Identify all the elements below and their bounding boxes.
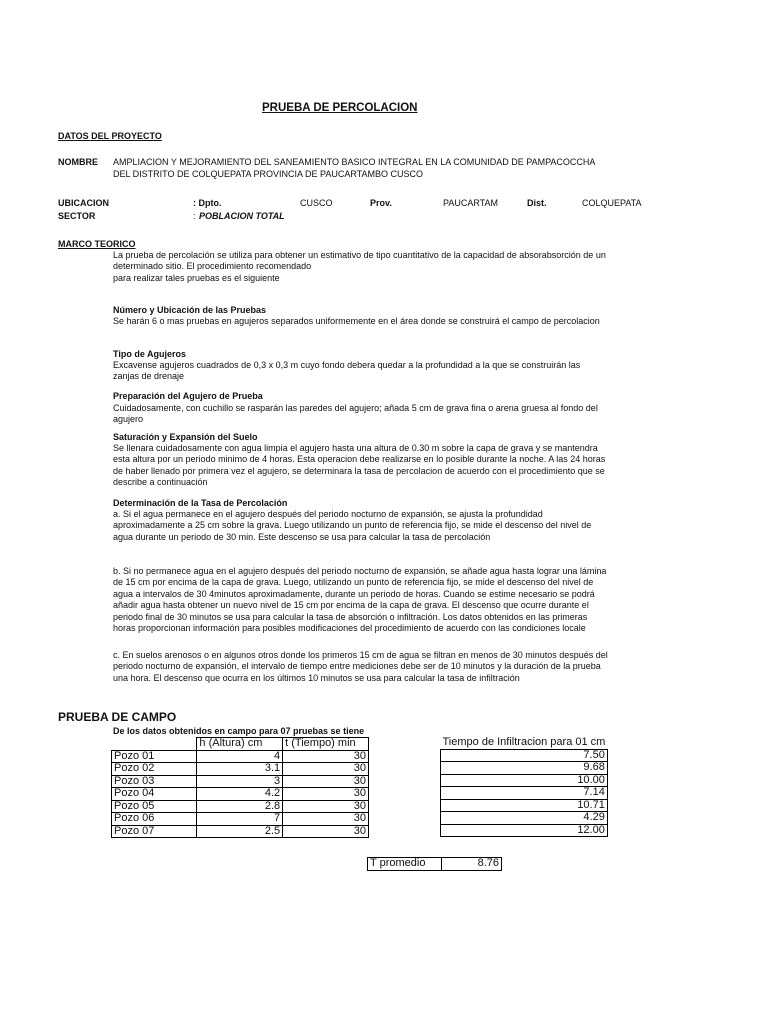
- campo-subheading: De los datos obtenidos en campo para 07 pruebas se tiene: [113, 726, 365, 736]
- promedio-label: T promedio: [368, 858, 442, 871]
- table-row: [112, 800, 369, 813]
- h-cell: 7: [197, 813, 283, 826]
- t-cell: 30: [283, 800, 369, 813]
- sector-value: POBLACION TOTAL: [199, 211, 285, 221]
- numero-text: Se harán 6 o mas pruebas en agujeros separados uniformemente en el área donde se construirá el campo de percolacion: [113, 316, 600, 326]
- dpto-label: : Dpto.: [193, 198, 222, 208]
- sector-label: SECTOR: [58, 211, 96, 221]
- t-cell: 30: [283, 750, 369, 763]
- prov-label: Prov.: [370, 198, 392, 208]
- nombre-line2: DEL DISTRITO DE COLQUEPATA PROVINCIA DE PAUCARTAMBO CUSCO: [113, 169, 424, 179]
- table-row: [112, 750, 369, 763]
- h-cell: 4: [197, 750, 283, 763]
- table-row: [112, 813, 369, 826]
- h-cell: 2.8: [197, 800, 283, 813]
- table-row: [112, 775, 369, 788]
- determinacion-text-b: b. Si no permanece agua en el agujero después del periodo nocturno de expansión, se añade agua hasta lograr una lámina de 15 cm por encima de la capa de grava. Luego, utilizando un punto de referencia fijo, se mide el descenso del nivel de agua a intervalos de 30 4minutos aproximadamente, durante un periodo de horas. Cuando se estime necesario se podrá añadir agua hasta obtener un nuevo nivel de 15 cm por encima de la capa de grava. El descenso que ocurre durante el periodo final de 30 minutos se usa para calcular la tasa de absorción o infiltración. Los datos obtenidos en las primeras horas proporcionan información para posibles modificaciones del procedimiento de acuerdo con las condiciones locale: [113, 566, 607, 634]
- campo-table: [111, 737, 369, 838]
- table-row: [441, 787, 608, 800]
- promedio-table: [367, 857, 502, 871]
- infil-cell: 10.00: [441, 774, 608, 787]
- nombre-label: NOMBRE: [58, 157, 98, 167]
- table-row: [441, 812, 608, 825]
- table-row: [112, 825, 369, 838]
- infil-cell: 7.14: [441, 787, 608, 800]
- nombre-line1: AMPLIACION Y MEJORAMIENTO DEL SANEAMIENTO BASICO INTEGRAL EN LA COMUNIDAD DE PAMPACOCCHA: [113, 157, 596, 167]
- dpto-value: CUSCO: [300, 198, 333, 208]
- infil-cell: 12.00: [441, 824, 608, 837]
- sector-colon: :: [193, 211, 196, 221]
- promedio-value: 8.76: [441, 858, 501, 871]
- infiltracion-table: [440, 737, 608, 837]
- table-row: [441, 774, 608, 787]
- infil-header: Tiempo de Infiltracion para 01 cm: [442, 736, 606, 748]
- t-cell: 30: [283, 813, 369, 826]
- ubicacion-label: UBICACION: [58, 198, 109, 208]
- pozo-cell: Pozo 05: [112, 800, 197, 813]
- t-cell: 30: [283, 825, 369, 838]
- t-cell: 30: [283, 775, 369, 788]
- infil-cell: 4.29: [441, 812, 608, 825]
- campo-heading: PRUEBA DE CAMPO: [58, 710, 177, 724]
- campo-header-row: [112, 738, 369, 751]
- tipo-text: Excavense agujeros cuadrados de 0,3 x 0,3 m cuyo fondo debera quedar a la profundidad a la que se construirán las zanjas de drenaje: [113, 360, 581, 382]
- marco-heading: MARCO TEORICO: [58, 239, 136, 249]
- saturacion-text: Se llenara cuidadosamente con agua limpia el agujero hasta una altura de 0.30 m sobre la capa de grava y se mantendra esta altura por un periodo minimo de 4 horas. Esta operacion debe realizarse en lo posible durante la noche. A las 24 horas de haber llenado por primera vez el agujero, se determinara la tasa de percolacion de acuerdo con el procedimiento que se describe a continuación: [113, 443, 606, 488]
- table-row: [441, 799, 608, 812]
- pozo-cell: Pozo 01: [112, 750, 197, 763]
- h-cell: 3: [197, 775, 283, 788]
- pozo-cell: Pozo 07: [112, 825, 197, 838]
- tipo-heading: Tipo de Agujeros: [113, 349, 187, 359]
- infil-cell: 7.50: [441, 749, 608, 762]
- h-cell: 3.1: [197, 763, 283, 776]
- determinacion-text-c: c. En suelos arenosos o en algunos otros donde los primeros 15 cm de agua se filtran en menos de 30 minutos después del periodo nocturno de expansión, el intervalo de tiempo entre mediciones debe ser de 10 minutos y la duración de la prueba una hora. El descenso que ocurra en los últimos 10 minutos se usa para calcular la tasa de infiltración: [113, 650, 608, 683]
- table-row: [441, 762, 608, 775]
- h-cell: 2.5: [197, 825, 283, 838]
- infil-cell: 9.68: [441, 762, 608, 775]
- t-cell: 30: [283, 788, 369, 801]
- preparacion-text: Cuidadosamente, con cuchillo se rasparán las paredes del agujero; añada 5 cm de grava fina o arena gruesa al fondo del agujero: [113, 403, 598, 425]
- pozo-cell: Pozo 03: [112, 775, 197, 788]
- infil-cell: 10.71: [441, 799, 608, 812]
- datos-heading: DATOS DEL PROYECTO: [58, 131, 162, 141]
- t-cell: 30: [283, 763, 369, 776]
- dist-label: Dist.: [527, 198, 547, 208]
- h-header: h (Altura) cm: [197, 738, 283, 751]
- table-row: [112, 763, 369, 776]
- blank-header-cell: [112, 738, 197, 751]
- pozo-cell: Pozo 02: [112, 763, 197, 776]
- h-cell: 4.2: [197, 788, 283, 801]
- prov-value: PAUCARTAM: [443, 198, 499, 208]
- determinacion-text-a: a. Si el agua permanece en el agujero después del periodo nocturno de expansión, se ajusta la profundidad aproximadamente a 25 cm sobre la grava. Luego utilizando un punto de referencia fijo, se mide el descenso del nivel de agua durante un periodo de 30 min. Este descenso se usa para calcular la tasa de percolación: [113, 509, 592, 542]
- numero-heading: Número y Ubicación de las Pruebas: [113, 305, 267, 315]
- pozo-cell: Pozo 04: [112, 788, 197, 801]
- table-row: [112, 788, 369, 801]
- saturacion-heading: Saturación y Expansión del Suelo: [113, 432, 258, 442]
- promedio-row: [368, 858, 502, 871]
- table-row: [441, 749, 608, 762]
- pozo-cell: Pozo 06: [112, 813, 197, 826]
- page-title: PRUEBA DE PERCOLACION: [262, 102, 418, 114]
- marco-text: La prueba de percolación se utiliza para obtener un estimativo de tipo cuantitativo de la capacidad de absorabsorción de un determinado sitio. El procedimiento recomendado para realizar tales pruebas es el siguiente: [113, 250, 606, 283]
- table-row: [441, 824, 608, 837]
- preparacion-heading: Preparación del Agujero de Prueba: [113, 391, 263, 401]
- dist-value: COLQUEPATA: [582, 198, 642, 208]
- infil-header-row: [441, 737, 608, 749]
- t-header: t (Tiempo) min: [283, 738, 369, 751]
- determinacion-heading: Determinación de la Tasa de Percolación: [113, 498, 288, 508]
